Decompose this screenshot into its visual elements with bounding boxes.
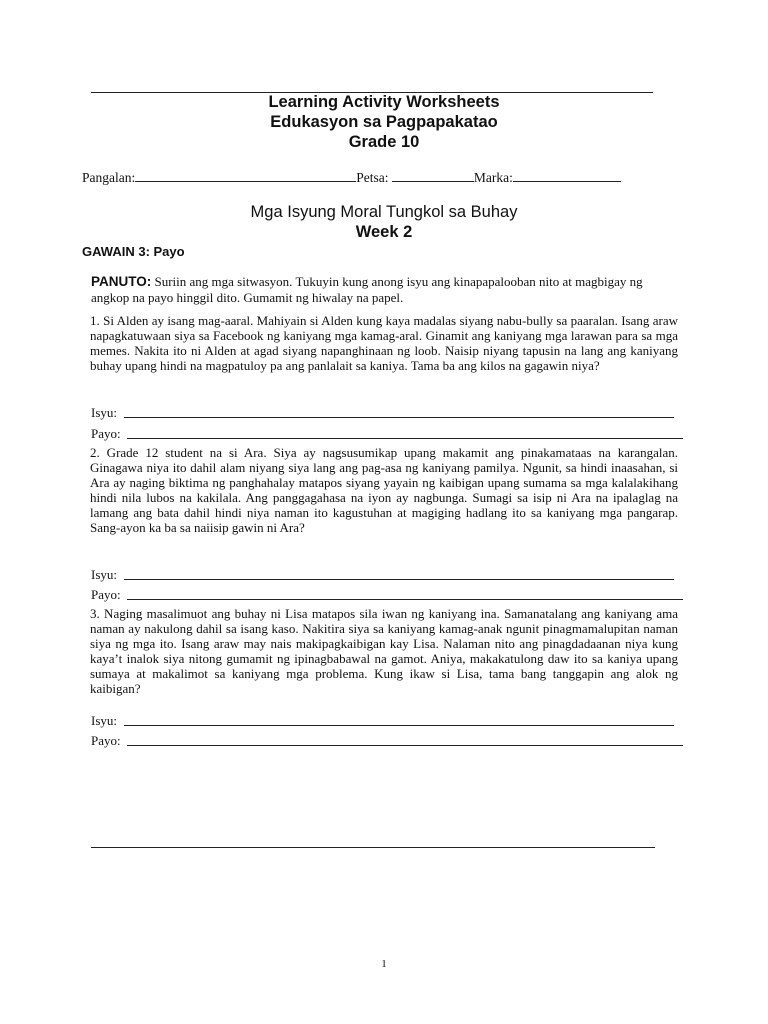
payo-line[interactable] — [127, 745, 683, 746]
isyu-answer-1 — [91, 405, 117, 421]
score-field[interactable] — [513, 169, 621, 182]
situation-item-2: 2. Grade 12 student na si Ara. Siya ay nagsusumikap upang makamit ang pinakamataas na karangalan. Ginagawa niya ito dahil alam niyang siya lang ang pag-asa ng kaniyang pamilya. Ngunit, sa hindi inaasahan, si Ara ay naging biktima ng panghahalay matapos siyang yayain ng kaibigan upang sumama sa mga kalalakihang hindi nila lubos na kakilala. Ang panggagahasa na iyon ay nagbunga. Sumagi sa isip ni Ara na ipalaglag na lamang ang bata dahil hindi niya naman ito kagustuhan at magiging hadlang ito sa kaniyang mga pangarap. Sang-ayon ka ba sa naiisip gawin ni Ara? — [90, 445, 678, 535]
isyu-line[interactable] — [124, 579, 674, 580]
payo-answer-2 — [91, 587, 121, 603]
topic-week: Week 2 — [355, 223, 413, 241]
payo-answer-1 — [91, 426, 121, 442]
page-number: 1 — [381, 958, 387, 970]
isyu-line[interactable] — [124, 725, 674, 726]
student-info-line — [82, 169, 621, 186]
situation-item-1: 1. Si Alden ay isang mag-aaral. Mahiyain si Alden kung kaya madalas siyang nabu-bully sa paaralan. Isang araw napagkatuwaan siya sa Facebook ng kaniyang mga kamag-aral. Ginamit ang kaniyang mga larawan para sa mga memes. Nakita ito ni Alden at agad siyang napanghinaan ng loob. Naisip niyang tapusin na lang ang kaniyang buhay upang hindi na magpatuloy pa ang panlalait sa kaniya. Tama ba ang kilos na gagawin niya? — [90, 313, 678, 373]
instructions-label: PANUTO: — [91, 274, 152, 289]
header-subject: Edukasyon sa Pagpapakatao — [270, 113, 498, 131]
isyu-answer-3 — [91, 713, 117, 729]
topic-heading — [0, 202, 768, 242]
worksheet-header — [0, 92, 768, 152]
activity-title: GAWAIN 3: Payo — [82, 244, 185, 259]
header-title: Learning Activity Worksheets — [268, 93, 500, 111]
date-label: Petsa: — [356, 170, 389, 185]
score-label: Marka: — [473, 170, 513, 185]
instructions — [91, 274, 651, 306]
situation-item-3: 3. Naging masalimuot ang buhay ni Lisa matapos sila iwan ng kaniyang ina. Samanatalang ang kaniyang ama naman ay nakulong dahil sa isang kaso. Nakitira siya sa kaniyang kamag-anak ngunit pinagmamalupitan naman siya ng mga ito. Isang araw may nais makipagkaibigan kay Lisa. Nalaman nito ang pinagdadaanan niya kung kaya’t inalok siya nitong gumamit ng ipinagbabawal na gamot. Aniya, makakatulong daw ito sa kaniya upang sumaya at makalimot sa kaniyang mga problema. Kung ikaw si Lisa, tama bang tanggapin ang alok ng kaibigan? — [90, 606, 678, 696]
isyu-label: Isyu: — [91, 713, 117, 728]
payo-line[interactable] — [127, 438, 683, 439]
header-grade: Grade 10 — [348, 133, 420, 151]
payo-label: Payo: — [91, 587, 121, 602]
isyu-label: Isyu: — [91, 567, 117, 582]
isyu-answer-2 — [91, 567, 117, 583]
date-field[interactable] — [392, 169, 474, 182]
payo-line[interactable] — [127, 599, 683, 600]
payo-answer-3 — [91, 733, 121, 749]
payo-label: Payo: — [91, 426, 121, 441]
topic-title: Mga Isyung Moral Tungkol sa Buhay — [250, 203, 518, 221]
payo-label: Payo: — [91, 733, 121, 748]
name-label: Pangalan: — [82, 170, 136, 185]
name-field[interactable] — [135, 169, 356, 182]
instructions-text: Suriin ang mga sitwasyon. Tukuyin kung anong isyu ang kinapapalooban nito at magbigay ng angkop na payo hinggil dito. Gumamit ng hiwalay na papel. — [91, 274, 643, 305]
isyu-line[interactable] — [124, 417, 674, 418]
isyu-label: Isyu: — [91, 405, 117, 420]
bottom-rule — [91, 847, 655, 848]
